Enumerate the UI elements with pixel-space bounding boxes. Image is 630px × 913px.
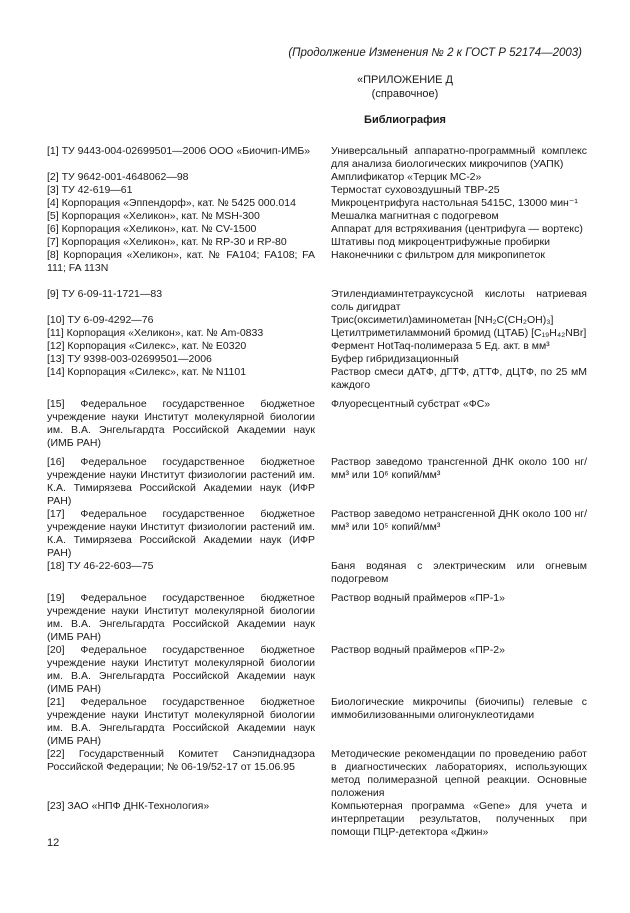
bib-reference: [1] ТУ 9443-004-02699501—2006 ООО «Биочип-ИМБ» [47, 145, 311, 157]
bib-entry [47, 592, 587, 644]
bib-description: Штативы под микроцентрифужные пробирки [331, 236, 550, 248]
bib-description: Универсальный аппаратно-программный комплекс для анализа биологических микрочипов (УАПК) [331, 145, 587, 170]
bib-description: Компьютерная программа «Gene» для учета и интерпретации результатов, полученных при помощи ПЦР-детектора «Джин» [331, 800, 587, 838]
bib-description: Наконечники с фильтром для микропипеток [331, 249, 545, 261]
bib-description: Этилендиаминтетрауксусной кислоты натриевая соль дигидрат [331, 288, 587, 313]
bib-entry [47, 210, 587, 223]
bib-entry [47, 145, 587, 171]
bib-reference: [6] Корпорация «Хеликон», кат. № CV-1500 [47, 223, 257, 235]
bib-description: Фермент HotTaq-полимераза 5 Ед. акт. в мм³ [331, 340, 550, 352]
continuation-header: (Продолжение Изменения № 2 к ГОСТ Р 52174—2003) [288, 47, 582, 59]
bib-reference: [20] Федеральное государственное бюджетное учреждение науки Институт молекулярной биологии им. В.А. Энгельгардта Российской Академии наук (ИМБ РАН) [47, 644, 315, 695]
bib-description: Биологические микрочипы (биочипы) гелевые с иммобилизованными олигонуклеотидами [331, 696, 587, 721]
bib-description: Амплификатор «Терцик МС-2» [331, 171, 482, 183]
bib-entry [47, 197, 587, 210]
bib-reference: [3] ТУ 42-619—61 [47, 184, 133, 196]
bib-entry [47, 327, 587, 340]
page-number: 12 [47, 837, 60, 849]
bib-description: Цетилтриметиламмоний бромид (ЦТАБ) [C₁₉H₄₂NBr] [331, 327, 587, 339]
bib-entry [47, 800, 587, 839]
bib-reference: [21] Федеральное государственное бюджетное учреждение науки Институт молекулярной биологии им. В.А. Энгельгардта Российской Академии наук (ИМБ РАН) [47, 696, 315, 747]
bib-reference: [19] Федеральное государственное бюджетное учреждение науки Институт молекулярной биологии им. В.А. Энгельгардта Российской Академии наук (ИМБ РАН) [47, 592, 315, 643]
bib-entry [47, 184, 587, 197]
bib-reference: [12] Корпорация «Силекс», кат. № Е0320 [47, 340, 247, 352]
bib-reference: [5] Корпорация «Хеликон», кат. № MSH-300 [47, 210, 260, 222]
bib-entry [47, 560, 587, 586]
bib-reference: [2] ТУ 9642-001-4648062—98 [47, 171, 189, 183]
bib-entry [47, 171, 587, 184]
bib-description: Раствор водный праймеров «ПР-2» [331, 644, 505, 656]
bib-description: Баня водяная с электрическим или огневым подогревом [331, 560, 587, 585]
bib-description: Методические рекомендации по проведению работ в диагностических лабораториях, использующих метод полимеразной цепной реакции. Основные положения [331, 748, 587, 799]
bib-reference: [23] ЗАО «НПФ ДНК-Технология» [47, 800, 210, 812]
bib-description: Раствор заведомо трансгенной ДНК около 100 нг/мм³ или 10⁶ копий/мм³ [331, 456, 587, 481]
bib-reference: [11] Корпорация «Хеликон», кат. № Am-0833 [47, 327, 264, 339]
bib-description: Трис(оксиметил)аминометан [NH₂C(CH₂OH)₃] [331, 314, 554, 326]
bib-entry [47, 456, 587, 508]
bib-reference: [14] Корпорация «Силекс», кат. № N1101 [47, 366, 247, 378]
bib-reference: [10] ТУ 6-09-4292—76 [47, 314, 154, 326]
bib-description: Термостат суховоздушный ТВР-25 [331, 184, 500, 196]
bib-description: Раствор заведомо нетрансгенной ДНК около 100 нг/мм³ или 10⁵ копий/мм³ [331, 508, 587, 533]
bibliography-list [47, 145, 587, 839]
bib-description: Флуоресцентный субстрат «ФС» [331, 398, 491, 410]
bib-entry [47, 249, 587, 275]
appendix-title: «ПРИЛОЖЕНИЕ Д [357, 74, 453, 86]
bib-reference: [9] ТУ 6-09-11-1721—83 [47, 288, 163, 300]
section-title: Библиография [364, 114, 446, 126]
bib-entry [47, 508, 587, 560]
appendix-subtitle: (справочное) [371, 88, 439, 100]
bib-reference: [8] Корпорация «Хеликон», кат. № FA104; FA108; FA 111; FA 113N [47, 249, 315, 274]
bib-entry [47, 696, 587, 748]
bib-entry [47, 398, 587, 450]
bib-entry [47, 353, 587, 366]
bib-reference: [16] Федеральное государственное бюджетное учреждение науки Институт физиологии растений им. К.А. Тимирязева Российской Академии наук (ИФР РАН) [47, 456, 315, 507]
bib-description: Микроцентрифуга настольная 5415С, 13000 мин⁻¹ [331, 197, 578, 209]
bib-entry [47, 288, 587, 314]
bib-entry [47, 223, 587, 236]
bib-description: Раствор водный праймеров «ПР-1» [331, 592, 505, 604]
bib-entry [47, 340, 587, 353]
bib-entry [47, 236, 587, 249]
bib-description: Буфер гибридизационный [331, 353, 459, 365]
bib-reference: [15] Федеральное государственное бюджетное учреждение науки Институт молекулярной биологии им. В.А. Энгельгардта Российской Академии наук (ИМБ РАН) [47, 398, 315, 449]
bib-description: Раствор смеси дАТФ, дГТФ, дТТФ, дЦТФ, по 25 мМ каждого [331, 366, 587, 391]
bib-reference: [18] ТУ 46-22-603—75 [47, 560, 154, 572]
bib-reference: [22] Государственный Комитет Санэпиднадзора Российской Федерации; № 06-19/52-17 от 15.06.95 [47, 748, 315, 773]
bib-entry [47, 644, 587, 696]
bib-description: Аппарат для встряхивания (центрифуга — вортекс) [331, 223, 583, 235]
bib-entry [47, 366, 587, 392]
bib-entry [47, 748, 587, 800]
bib-reference: [4] Корпорация «Эппендорф», кат. № 5425 000.014 [47, 197, 296, 209]
bib-description: Мешалка магнитная с подогревом [331, 210, 499, 222]
bib-entry [47, 314, 587, 327]
bib-reference: [13] ТУ 9398-003-02699501—2006 [47, 353, 212, 365]
bib-reference: [7] Корпорация «Хеликон», кат. № RP-30 и RP-80 [47, 236, 287, 248]
bib-reference: [17] Федеральное государственное бюджетное учреждение науки Институт физиологии растений им. К.А. Тимирязева Российской Академии наук (ИФР РАН) [47, 508, 315, 559]
